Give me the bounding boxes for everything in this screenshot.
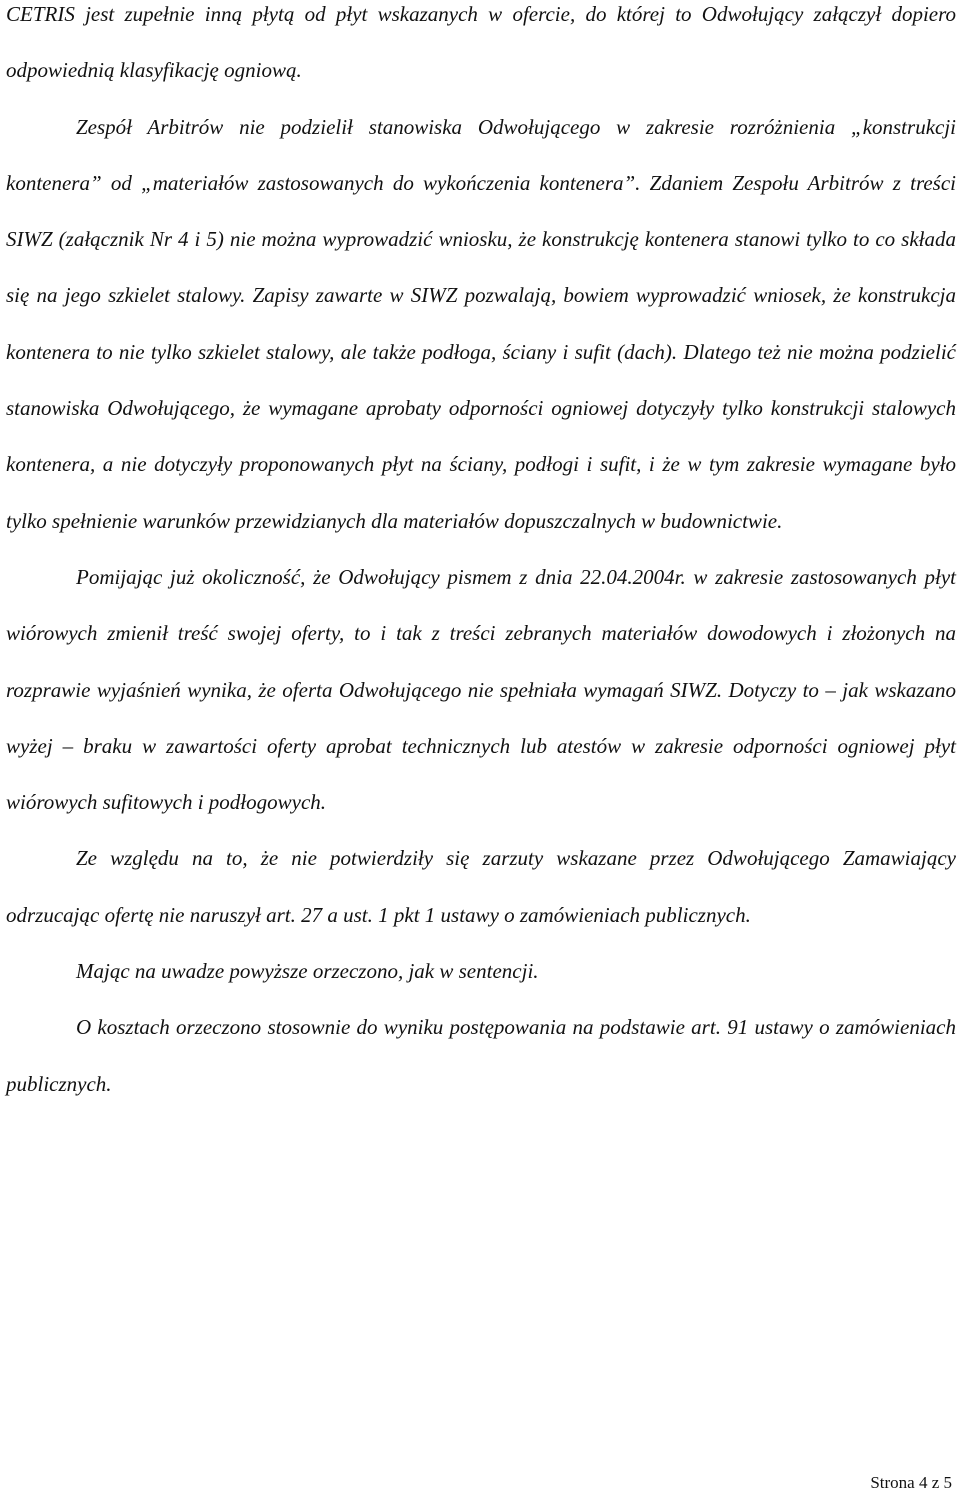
paragraph-continuation: CETRIS jest zupełnie inną płytą od płyt wskazanych w ofercie, do której to Odwołujący załączył dopiero odpowiednią klasyfikację ogniową.: [6, 2, 956, 83]
paragraph-costs: O kosztach orzeczono stosownie do wyniku postępowania na podstawie art. 91 ustawy o zamówieniach publicznych.: [6, 1015, 956, 1096]
paragraph-arbitrators-position: Zespół Arbitrów nie podzielił stanowiska Odwołującego w zakresie rozróżnienia „konstrukcji kontenera” od „materiałów zastosowanych do wykończenia kontenera”. Zdaniem Zespołu Arbitrów z treści SIWZ (załącznik Nr 4 i 5) nie można wyprowadzić wniosku, że konstrukcję kontenera stanowi tylko to co składa się na jego szkielet stalowy. Zapisy zawarte w SIWZ pozwalają, bowiem wyprowadzić wniosek, że konstrukcja kontenera to nie tylko szkielet stalowy, ale także podłoga, ściany i sufit (dach). Dlatego też nie można podzielić stanowiska Odwołującego, że wymagane aprobaty odporności ogniowej dotyczyły tylko konstrukcji stalowych kontenera, a nie dotyczyły proponowanych płyt na ściany, podłogi i sufit, i że w tym zakresie wymagane było tylko spełnienie warunków przewidzianych dla materiałów dopuszczalnych w budownictwie.: [6, 114, 956, 533]
paragraph-offer-change: Pomijając już okoliczność, że Odwołujący pismem z dnia 22.04.2004r. w zakresie zastosowanych płyt wiórowych zmienił treść swojej oferty, to i tak z treści zebranych materiałów dowodowych i złożonych na rozprawie wyjaśnień wynika, że oferta Odwołującego nie spełniała wymagań SIWZ. Dotyczy to – jak wskazano wyżej – braku w zawartości oferty aprobat technicznych lub atestów w zakresie odporności ogniowej płyt wiórowych sufitowych i podłogowych.: [6, 564, 956, 815]
page-number-footer: Strona 4 z 5: [870, 1473, 952, 1492]
paragraph-sentence-ref: Mając na uwadze powyższe orzeczono, jak w sentencji.: [76, 959, 539, 984]
document-page: [6, 0, 956, 1112]
paragraph-conclusion: Ze względu na to, że nie potwierdziły się zarzuty wskazane przez Odwołującego Zamawiający odrzucając ofertę nie naruszył art. 27 a ust. 1 pkt 1 ustawy o zamówieniach publicznych.: [6, 846, 956, 927]
